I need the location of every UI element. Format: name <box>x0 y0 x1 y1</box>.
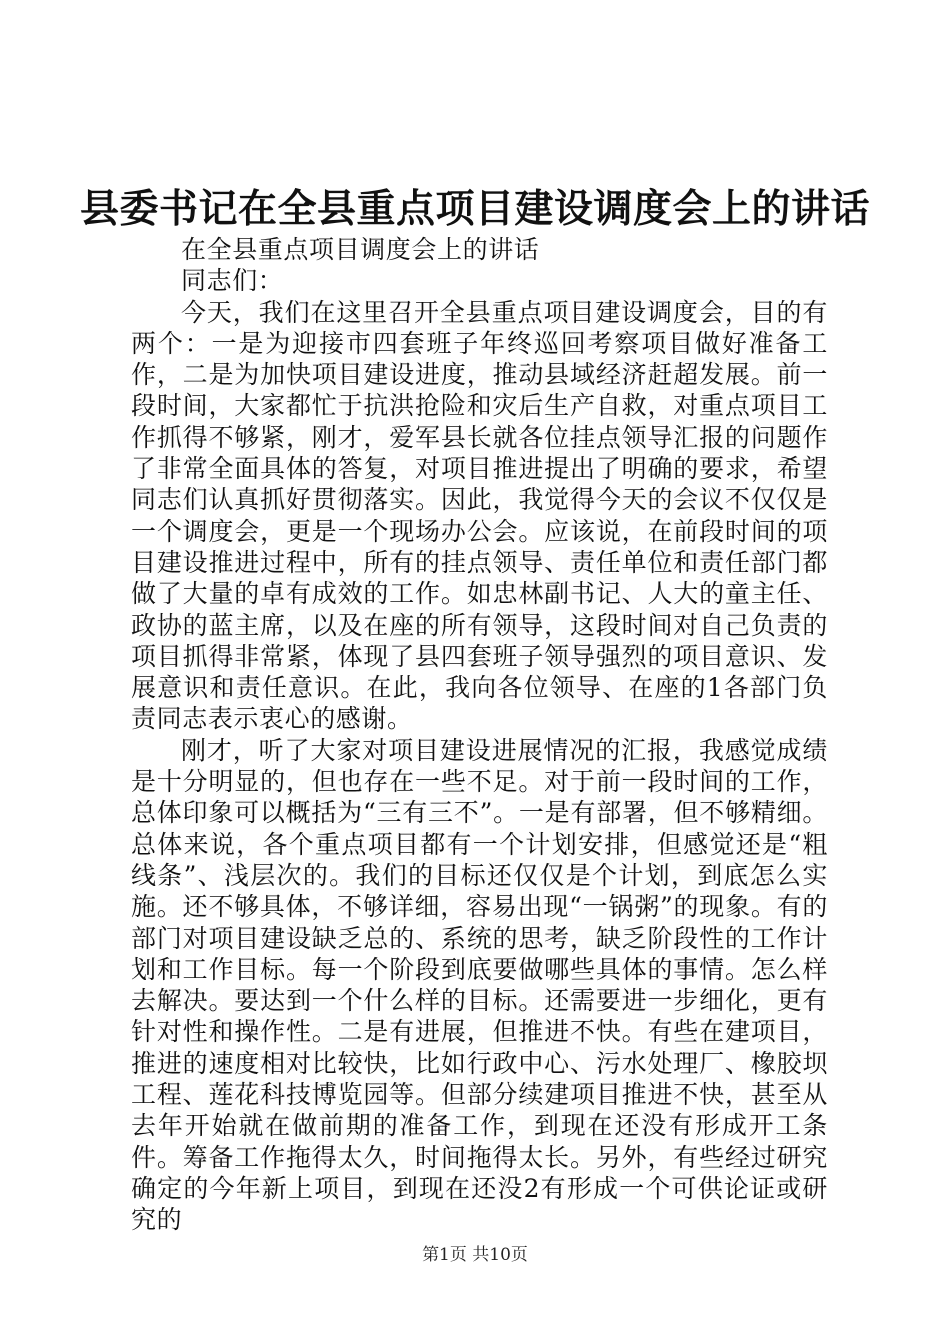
subtitle-paragraph: 在全县重点项目调度会上的讲话 <box>181 235 540 264</box>
body-paragraph: 今天，我们在这里召开全县重点项目建设调度会，目的有两个：一是为迎接市四套班子年终巡回考察项目做好准备工作，二是为加快项目建设进度，推动县域经济赶超发展。前一段时间，大家都忙于抗洪抢险和灾后生产自救，对重点项目工作抓得不够紧，刚才，爱军县长就各位挂点领导汇报的问题作了非常全面具体的答复，对项目推进提出了明确的要求，希望同志们认真抓好贯彻落实。因此，我觉得今天的会议不仅仅是一个调度会，更是一个现场办公会。应该说，在前段时间的项目建设推进过程中，所有的挂点领导、责任单位和责任部门都做了大量的卓有成效的工作。如忠林副书记、人大的童主任、政协的蓝主席，以及在座的所有领导，这段时间对自己负责的项目抓得非常紧，体现了县四套班子领导强烈的项目意识、发展意识和责任意识。在此，我向各位领导、在座的1各部门负责同志表示衷心的感谢。 <box>131 297 828 734</box>
salutation-paragraph: 同志们： <box>181 266 284 296</box>
page-number-footer: 第1页 共10页 <box>422 1245 528 1265</box>
document-title: 县委书记在全县重点项目建设调度会上的讲话 <box>79 187 870 232</box>
body-paragraph: 刚才，听了大家对项目建设进展情况的汇报，我感觉成绩是十分明显的，但也存在一些不足。对于前一段时间的工作，总体印象可以概括为“三有三不”。一是有部署，但不够精细。总体来说，各个重点项目都有一个计划安排，但感觉还是“粗线条”、浅层次的。我们的目标还仅仅是个计划，到底怎么实施。还不够具体，不够详细，容易出现“一锅粥”的现象。有的部门对项目建设缺乏总的、系统的思考，缺乏阶段性的工作计划和工作目标。每一个阶段到底要做哪些具体的事情。怎么样去解决。要达到一个什么样的目标。还需要进一步细化，更有针对性和操作性。二是有进展，但推进不快。有些在建项目，推进的速度相对比较快，比如行政中心、污水处理厂、橡胶坝工程、莲花科技博览园等。但部分续建项目推进不快，甚至从去年开始就在做前期的准备工作，到现在还没有形成开工条件。筹备工作拖得太久，时间拖得太长。另外，有些经过研究确定的今年新上项目，到现在还没2有形成一个可供论证或研究的 <box>131 735 828 1235</box>
document-body <box>131 234 828 1236</box>
